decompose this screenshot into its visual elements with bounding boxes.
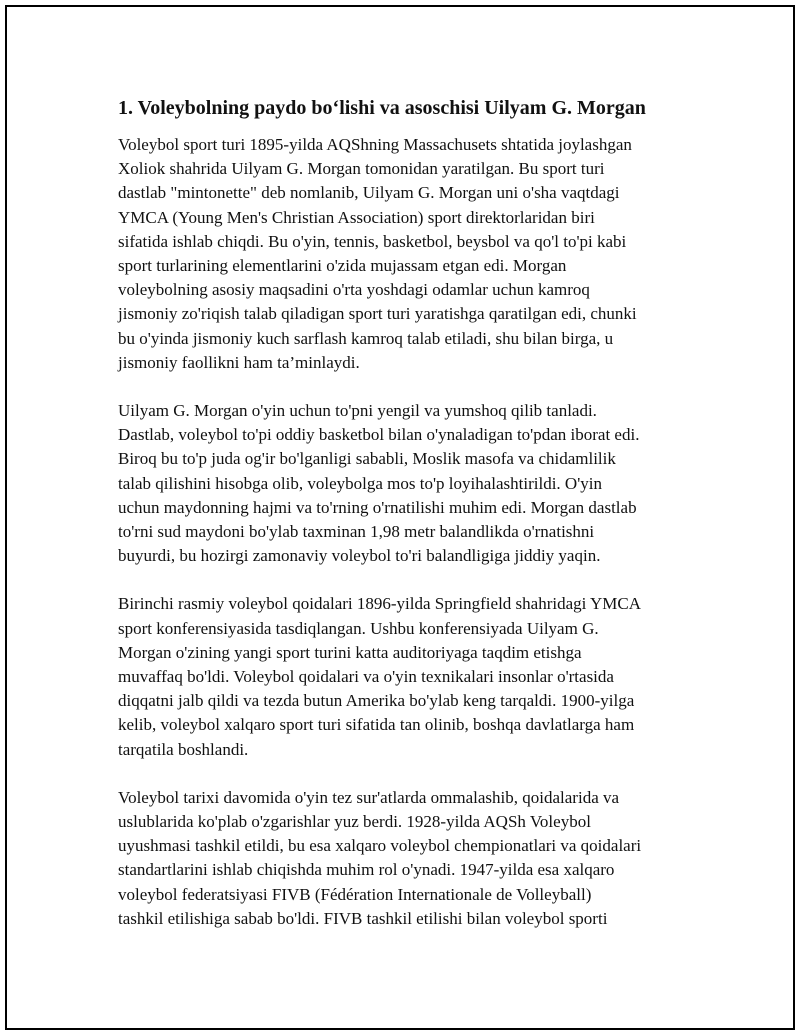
section-heading: 1. Voleybolning paydo bo‘lishi va asoschisi Uilyam G. Morgan xyxy=(118,97,646,119)
paragraph-history: Voleybol tarixi davomida o'yin tez sur'atlarda ommalashib, qoidalarida va uslublarida ko'plab o'zgarishlar yuz berdi. 1928-yilda AQSh Voleybol uyushmasi tashkil etildi, bu esa xalqaro voleybol chempionatlari va qoidalari standartlarini ishlab chiqishda muhim rol o'ynadi. 1947-yilda esa xalqaro voleybol federatsiyasi FIVB (Fédération Internationale de Volleyball) tashkil etilishiga sabab bo'ldi. FIVB tashkil etilishi bilan voleybol sporti xyxy=(118,787,642,928)
paragraph-first-rules: Birinchi rasmiy voleybol qoidalari 1896-yilda Springfield shahridagi YMCA sport konferensiyasida tasdiqlangan. Ushbu konferensiyada Uilyam G. Morgan o'zining yangi sport turini katta auditoriyaga taqdim etishga muvaffaq bo'ldi. Voleybol qoidalari va o'yin texnikalari insonlar o'rtasida diqqatni jalb qildi va tezda butun Amerika bo'ylab keng tarqaldi. 1900-yilga kelib, voleybol xalqaro sport turi sifatida tan olinib, boshqa davlatlarga ham tarqatila boshlandi. xyxy=(118,594,641,759)
document-body xyxy=(118,95,688,955)
paragraph-origin: Voleybol sport turi 1895-yilda AQShning Massachusets shtatida joylashgan Xoliok shahrida Uilyam G. Morgan tomonidan yaratilgan. Bu sport turi dastlab "mintonette" deb nomlanib, Uilyam G. Morgan uni o'sha vaqtdagi YMCA (Young Men's Christian Association) sport direktorlaridan biri sifatida ishlab chiqdi. Bu o'yin, tennis, basketbol, beysbol va qo'l to'pi kabi sport turlarining elementlarini o'zida mujassam etgan edi. Morgan voleybolning asosiy maqsadini o'rta yoshdagi odamlar uchun kamroq jismoniy zo'riqish talab qiladigan sport turi yaratishga qaratilgan edi, chunki bu o'yinda jismoniy kuch sarflash kamroq talab etiladi, shu bilan birga, u jismoniy faollikni ham ta’minlaydi. xyxy=(118,135,637,372)
paragraph-ball-and-net: Uilyam G. Morgan o'yin uchun to'pni yengil va yumshoq qilib tanladi. Dastlab, voleybol to'pi oddiy basketbol bilan o'ynaladigan to'pdan iborat edi. Biroq bu to'p juda og'ir bo'lganligi sababli, Moslik masofa va chidamlilik talab qilishini hisobga olib, voleybolga mos to'p loyihalashtirildi. O'yin uchun maydonning hajmi va to'rning o'rnatilishi muhim edi. Morgan dastlab to'rni sud maydoni bo'ylab taxminan 1,98 metr balandlikda o'rnatishni buyurdi, bu hozirgi zamonaviy voleybol to'ri balandligiga jiddiy yaqin. xyxy=(118,401,640,566)
